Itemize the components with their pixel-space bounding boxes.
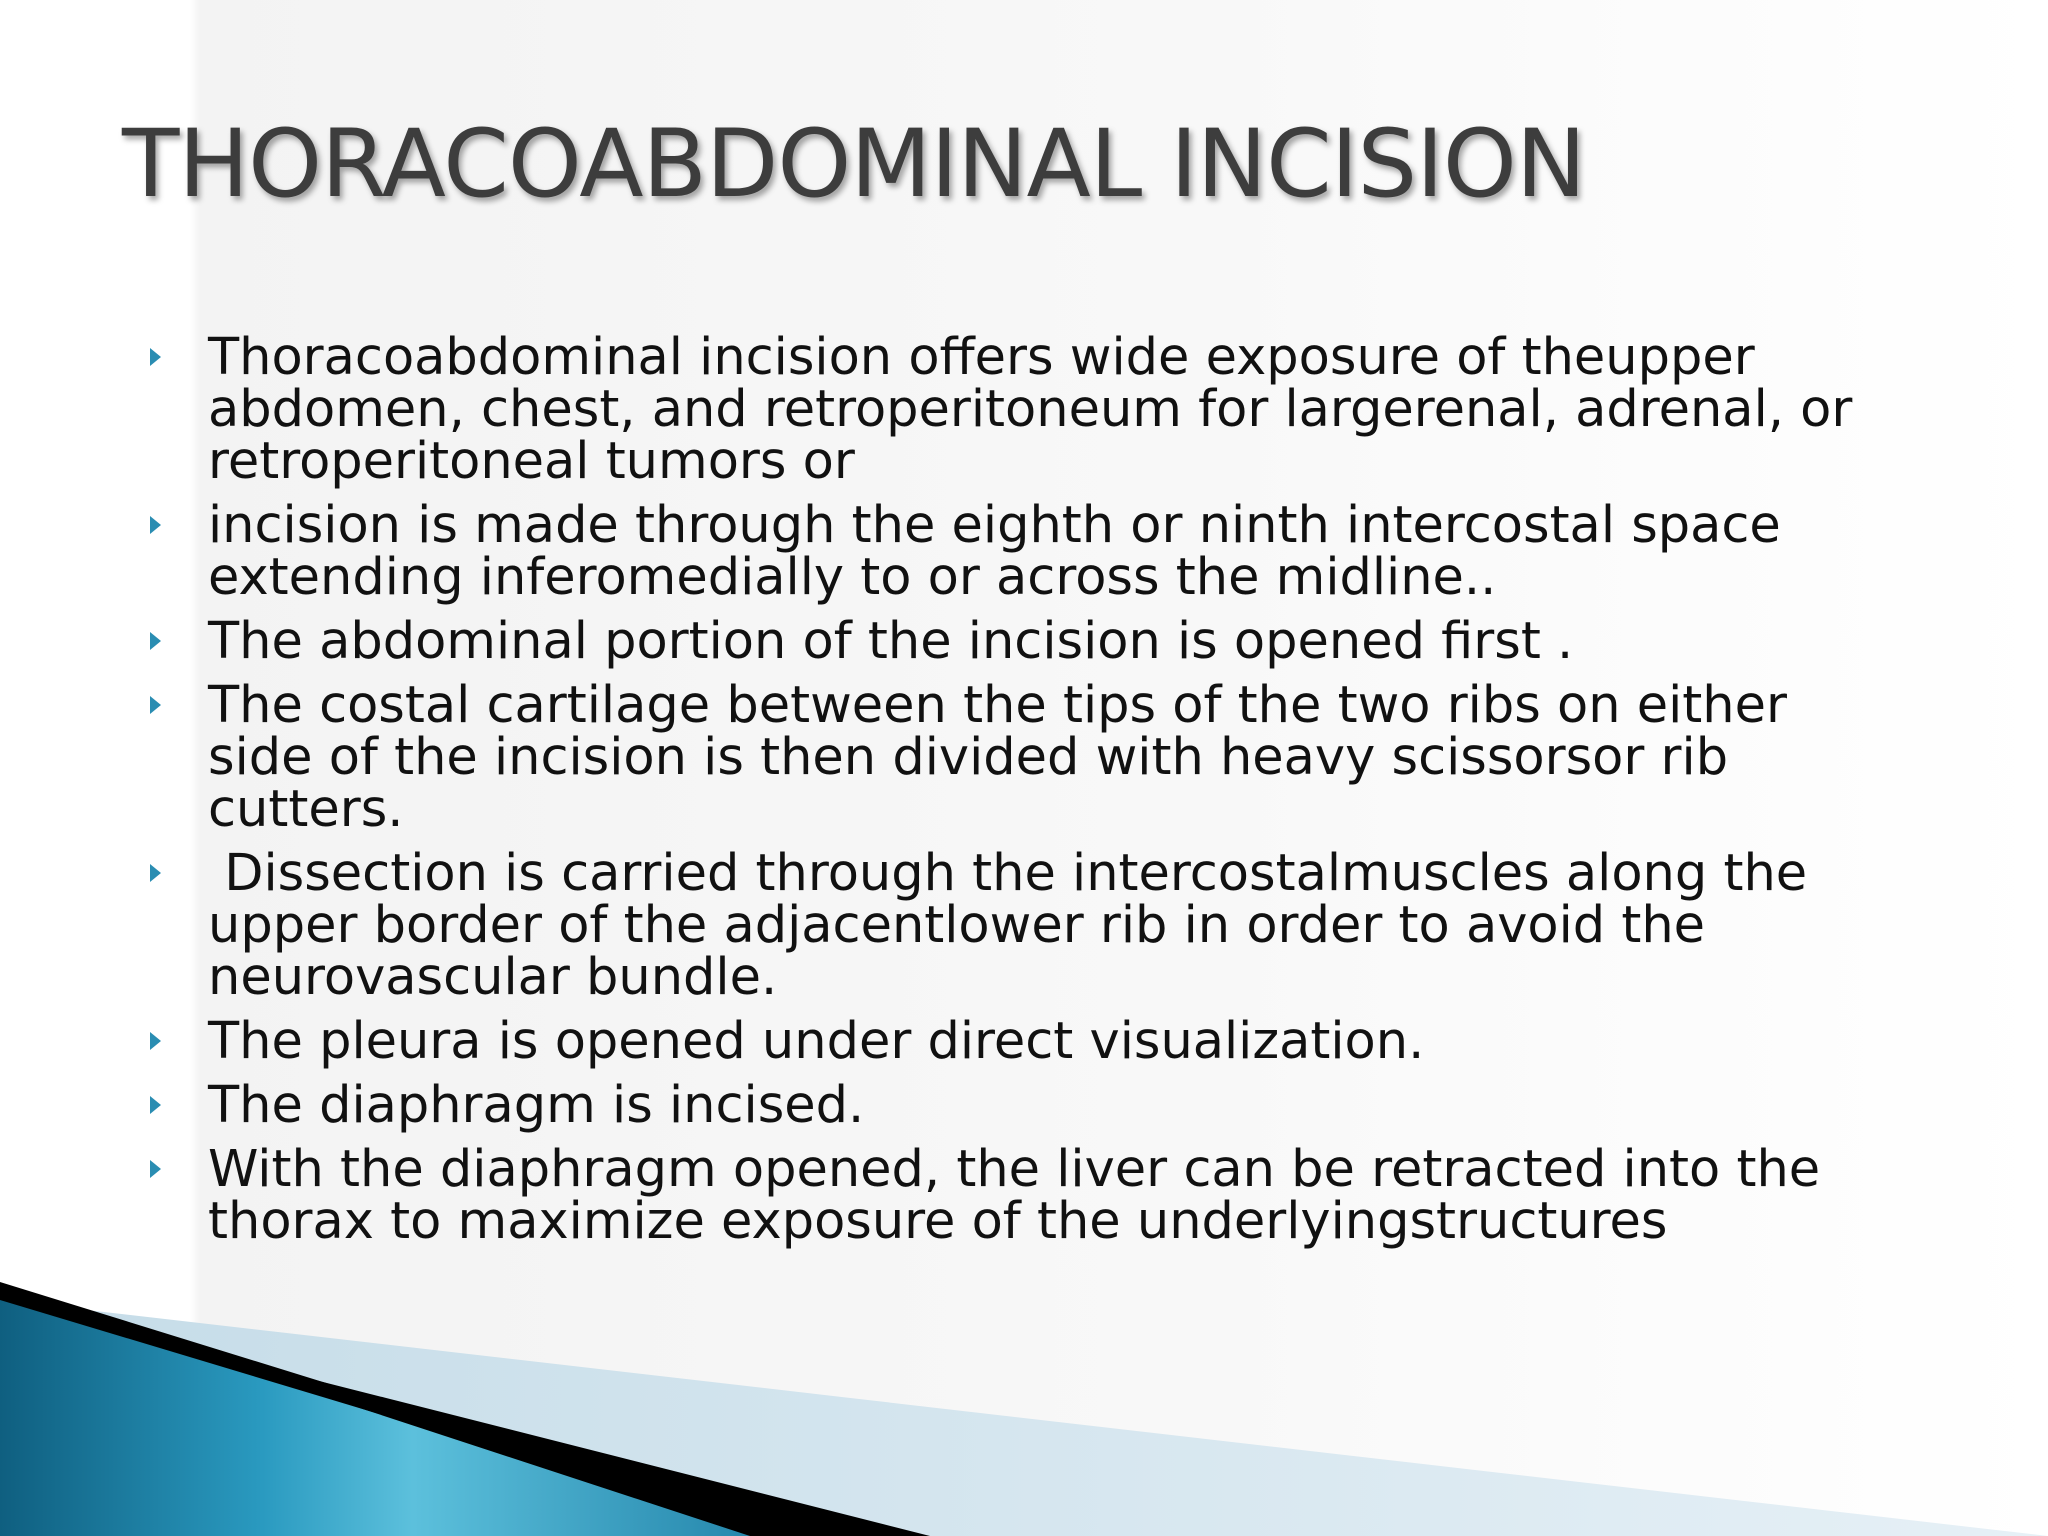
bullet-text: The costal cartilage between the tips of the two ribs on either side of the incision is then divided with heavy scissorsor rib cutters. xyxy=(208,676,1804,839)
list-item xyxy=(140,328,1900,491)
arrow-right-icon xyxy=(150,864,161,882)
bullet-text: The diaphragm is incised. xyxy=(208,1076,865,1135)
list-item xyxy=(140,844,1900,1007)
arrow-right-icon xyxy=(150,632,161,650)
list-item xyxy=(140,1012,1900,1071)
arrow-right-icon xyxy=(150,516,161,534)
arrow-right-icon xyxy=(150,348,161,366)
bullet-text: Thoracoabdominal incision offers wide exposure of theupper abdomen, chest, and retroperitoneum for largerenal, adrenal, or retroperitoneal tumors or xyxy=(208,328,1869,491)
arrow-right-icon xyxy=(150,1096,161,1114)
bullet-text: Dissection is carried through the intercostalmuscles along the upper border of the adjacentlower rib in order to avoid the neurovascular bundle. xyxy=(208,844,1824,1007)
black-band xyxy=(0,1300,930,1536)
list-item xyxy=(140,1076,1900,1135)
arrow-right-icon xyxy=(150,1160,161,1178)
bullet-text: incision is made through the eighth or ninth intercostal space extending inferomedially to or across the midline.. xyxy=(208,496,1798,607)
slide-title: THORACOABDOMINAL INCISION xyxy=(122,110,1586,219)
bullet-text: With the diaphragm opened, the liver can be retracted into the thorax to maximize exposure of the underlyingstructures xyxy=(208,1140,1837,1251)
list-item xyxy=(140,676,1900,839)
list-item xyxy=(140,612,1900,671)
arrow-right-icon xyxy=(150,696,161,714)
bullet-list xyxy=(140,328,1900,1260)
bullet-text: The pleura is opened under direct visualization. xyxy=(208,1012,1425,1071)
black-thin-band xyxy=(0,1282,820,1536)
blue-band xyxy=(0,1290,750,1536)
list-item xyxy=(140,496,1900,607)
list-item xyxy=(140,1140,1900,1251)
light-band xyxy=(0,1300,2048,1536)
arrow-right-icon xyxy=(150,1032,161,1050)
bullet-text: The abdominal portion of the incision is opened first . xyxy=(208,612,1574,671)
